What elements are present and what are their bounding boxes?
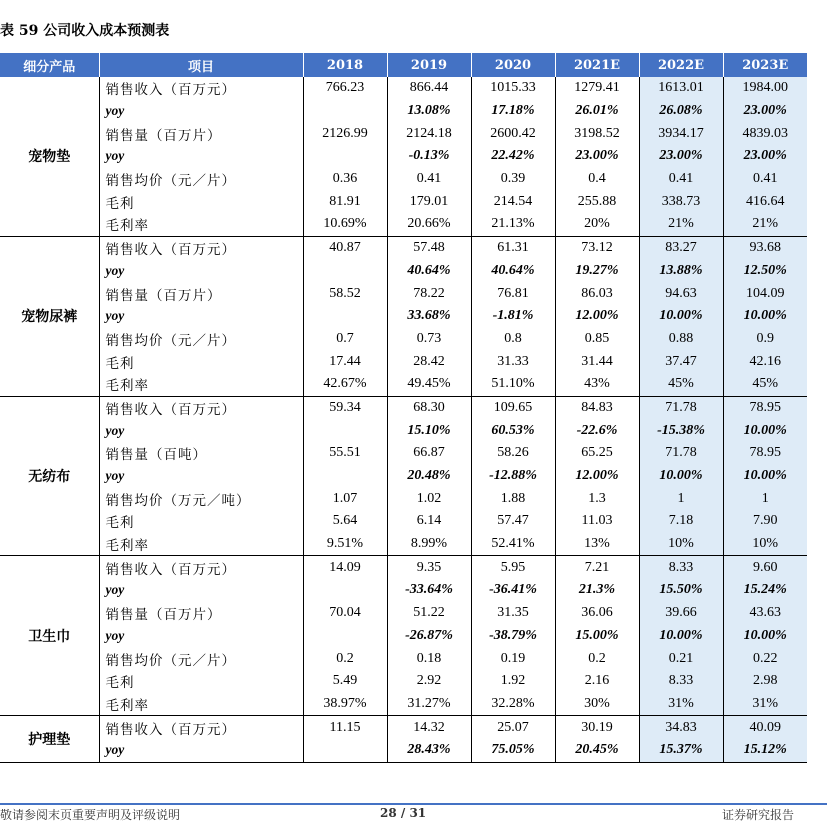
value-cell: 10.00%	[639, 465, 723, 488]
value-cell: 0.19	[471, 647, 555, 670]
item-cell: yoy	[99, 100, 303, 123]
value-cell: 55.51	[303, 442, 387, 465]
value-cell: 1279.41	[555, 77, 639, 100]
value-cell: 0.41	[387, 168, 471, 191]
value-cell: 49.45%	[387, 373, 471, 396]
header-cell: 2020	[471, 53, 555, 77]
value-cell: 10%	[723, 533, 807, 556]
value-cell	[303, 260, 387, 283]
header-cell: 2021E	[555, 53, 639, 77]
value-cell: 10.00%	[723, 625, 807, 648]
value-cell: 7.90	[723, 510, 807, 533]
value-cell: 31.33	[471, 350, 555, 373]
item-cell: 销售收入（百万元）	[99, 236, 303, 259]
value-cell: 43.63	[723, 602, 807, 625]
table-row	[0, 373, 807, 396]
value-cell: 2124.18	[387, 122, 471, 145]
footer-disclaimer: 敬请参阅末页重要声明及评级说明	[0, 808, 181, 822]
value-cell: 1984.00	[723, 77, 807, 100]
value-cell: 0.88	[639, 328, 723, 351]
value-cell: 2600.42	[471, 122, 555, 145]
value-cell: 416.64	[723, 190, 807, 213]
category-cell: 卫生巾	[0, 556, 99, 716]
item-cell: 销售量（百万片）	[99, 602, 303, 625]
table-row	[0, 739, 807, 762]
footer-divider	[0, 803, 827, 805]
footer-report-label: 证券研究报告	[722, 808, 795, 822]
value-cell: 10.69%	[303, 213, 387, 236]
value-cell: 37.47	[639, 350, 723, 373]
header-cell: 2018	[303, 53, 387, 77]
value-cell: 93.68	[723, 236, 807, 259]
value-cell: -26.87%	[387, 625, 471, 648]
category-cell: 护理垫	[0, 716, 99, 762]
value-cell: 23.00%	[723, 145, 807, 168]
value-cell: 61.31	[471, 236, 555, 259]
value-cell: 57.47	[471, 510, 555, 533]
value-cell: 1.92	[471, 670, 555, 693]
item-cell: 销售收入（百万元）	[99, 396, 303, 419]
value-cell: 70.04	[303, 602, 387, 625]
value-cell: 7.18	[639, 510, 723, 533]
value-cell: 42.16	[723, 350, 807, 373]
value-cell: 10.00%	[723, 465, 807, 488]
table-row	[0, 670, 807, 693]
value-cell: 23.00%	[555, 145, 639, 168]
forecast-table	[0, 53, 807, 763]
value-cell: 84.83	[555, 396, 639, 419]
value-cell: 20%	[555, 213, 639, 236]
value-cell: 14.32	[387, 716, 471, 739]
item-cell: yoy	[99, 739, 303, 762]
value-cell	[303, 419, 387, 442]
value-cell: 73.12	[555, 236, 639, 259]
value-cell: -33.64%	[387, 579, 471, 602]
value-cell	[303, 305, 387, 328]
value-cell: 0.85	[555, 328, 639, 351]
value-cell: 33.68%	[387, 305, 471, 328]
value-cell: -1.81%	[471, 305, 555, 328]
value-cell: 5.95	[471, 556, 555, 579]
item-cell: 毛利	[99, 510, 303, 533]
value-cell: 0.22	[723, 647, 807, 670]
table-row	[0, 282, 807, 305]
value-cell: 45%	[639, 373, 723, 396]
value-cell: 21%	[639, 213, 723, 236]
value-cell: 13%	[555, 533, 639, 556]
footer-page-number: 28 / 31	[380, 806, 427, 820]
value-cell: 11.15	[303, 716, 387, 739]
table-row	[0, 213, 807, 236]
value-cell: 25.07	[471, 716, 555, 739]
value-cell: 86.03	[555, 282, 639, 305]
value-cell: 1.88	[471, 487, 555, 510]
value-cell: 21.3%	[555, 579, 639, 602]
value-cell: 39.66	[639, 602, 723, 625]
header-cell: 2022E	[639, 53, 723, 77]
value-cell: 71.78	[639, 396, 723, 419]
value-cell: 40.09	[723, 716, 807, 739]
header-row	[0, 53, 807, 77]
value-cell: 2.98	[723, 670, 807, 693]
value-cell: 40.64%	[387, 260, 471, 283]
value-cell: 0.2	[555, 647, 639, 670]
value-cell: 71.78	[639, 442, 723, 465]
value-cell: 31.35	[471, 602, 555, 625]
item-cell: yoy	[99, 579, 303, 602]
value-cell: 26.08%	[639, 100, 723, 123]
value-cell: 12.00%	[555, 465, 639, 488]
value-cell: 10%	[639, 533, 723, 556]
value-cell: 0.2	[303, 647, 387, 670]
value-cell: -22.6%	[555, 419, 639, 442]
table-row	[0, 77, 807, 100]
header-cell: 2019	[387, 53, 471, 77]
value-cell: 40.64%	[471, 260, 555, 283]
table-row	[0, 533, 807, 556]
value-cell	[303, 465, 387, 488]
value-cell: 15.37%	[639, 739, 723, 762]
value-cell: 15.24%	[723, 579, 807, 602]
item-cell: yoy	[99, 260, 303, 283]
table-row	[0, 556, 807, 579]
table-row	[0, 168, 807, 191]
value-cell: 30%	[555, 693, 639, 716]
value-cell: 0.4	[555, 168, 639, 191]
value-cell: 23.00%	[723, 100, 807, 123]
item-cell: 销售均价（元／片）	[99, 168, 303, 191]
value-cell: 5.64	[303, 510, 387, 533]
table-body	[0, 77, 807, 762]
value-cell: 9.60	[723, 556, 807, 579]
table-title: 表 59 公司收入成本预测表	[0, 23, 170, 39]
value-cell: 28.43%	[387, 739, 471, 762]
header-cell: 项目	[99, 53, 303, 77]
value-cell: 22.42%	[471, 145, 555, 168]
value-cell: 58.52	[303, 282, 387, 305]
table-row	[0, 100, 807, 123]
table-row	[0, 602, 807, 625]
value-cell: 3934.17	[639, 122, 723, 145]
value-cell: 15.12%	[723, 739, 807, 762]
value-cell	[303, 145, 387, 168]
value-cell: 81.91	[303, 190, 387, 213]
table-row	[0, 465, 807, 488]
value-cell: 34.83	[639, 716, 723, 739]
value-cell: 66.87	[387, 442, 471, 465]
value-cell: 52.41%	[471, 533, 555, 556]
value-cell: 109.65	[471, 396, 555, 419]
item-cell: 毛利	[99, 670, 303, 693]
value-cell: 0.39	[471, 168, 555, 191]
table-row	[0, 350, 807, 373]
value-cell	[303, 579, 387, 602]
table-row	[0, 236, 807, 259]
value-cell: 2126.99	[303, 122, 387, 145]
value-cell: 26.01%	[555, 100, 639, 123]
value-cell: 21.13%	[471, 213, 555, 236]
table-row	[0, 122, 807, 145]
value-cell: 51.10%	[471, 373, 555, 396]
value-cell: 31.27%	[387, 693, 471, 716]
table-row	[0, 328, 807, 351]
category-cell: 宠物尿裤	[0, 236, 99, 396]
item-cell: 销售收入（百万元）	[99, 556, 303, 579]
item-cell: 毛利率	[99, 373, 303, 396]
table-row	[0, 625, 807, 648]
value-cell: 43%	[555, 373, 639, 396]
value-cell: 0.18	[387, 647, 471, 670]
category-cell: 宠物垫	[0, 77, 99, 236]
value-cell: 12.50%	[723, 260, 807, 283]
value-cell: 11.03	[555, 510, 639, 533]
value-cell: 28.42	[387, 350, 471, 373]
value-cell	[303, 739, 387, 762]
value-cell: 255.88	[555, 190, 639, 213]
item-cell: yoy	[99, 419, 303, 442]
table-row	[0, 647, 807, 670]
item-cell: 毛利率	[99, 533, 303, 556]
value-cell	[303, 100, 387, 123]
value-cell: 78.22	[387, 282, 471, 305]
value-cell: 58.26	[471, 442, 555, 465]
table-row	[0, 442, 807, 465]
value-cell: 8.33	[639, 556, 723, 579]
value-cell: 75.05%	[471, 739, 555, 762]
table-row	[0, 260, 807, 283]
value-cell	[303, 625, 387, 648]
value-cell: 32.28%	[471, 693, 555, 716]
value-cell: 3198.52	[555, 122, 639, 145]
value-cell: 65.25	[555, 442, 639, 465]
value-cell: 0.73	[387, 328, 471, 351]
value-cell: 12.00%	[555, 305, 639, 328]
value-cell: 0.41	[723, 168, 807, 191]
item-cell: 销售均价（万元／吨）	[99, 487, 303, 510]
table-row	[0, 716, 807, 739]
value-cell: 0.7	[303, 328, 387, 351]
table-row	[0, 510, 807, 533]
value-cell: 13.08%	[387, 100, 471, 123]
value-cell: 0.9	[723, 328, 807, 351]
value-cell: 31%	[723, 693, 807, 716]
value-cell: 14.09	[303, 556, 387, 579]
value-cell: 5.49	[303, 670, 387, 693]
table-row	[0, 190, 807, 213]
value-cell: 1.07	[303, 487, 387, 510]
value-cell: 13.88%	[639, 260, 723, 283]
value-cell: 51.22	[387, 602, 471, 625]
value-cell: 36.06	[555, 602, 639, 625]
item-cell: yoy	[99, 305, 303, 328]
value-cell: 40.87	[303, 236, 387, 259]
item-cell: 销售均价（元／片）	[99, 647, 303, 670]
value-cell: 4839.03	[723, 122, 807, 145]
value-cell: 214.54	[471, 190, 555, 213]
value-cell: 19.27%	[555, 260, 639, 283]
value-cell: 0.41	[639, 168, 723, 191]
value-cell: 20.66%	[387, 213, 471, 236]
value-cell: 0.21	[639, 647, 723, 670]
item-cell: 销售量（百万片）	[99, 282, 303, 305]
value-cell: 17.44	[303, 350, 387, 373]
value-cell: 15.10%	[387, 419, 471, 442]
value-cell: 866.44	[387, 77, 471, 100]
value-cell: 9.51%	[303, 533, 387, 556]
value-cell: 1.3	[555, 487, 639, 510]
item-cell: yoy	[99, 625, 303, 648]
value-cell: 38.97%	[303, 693, 387, 716]
value-cell: 2.92	[387, 670, 471, 693]
value-cell: 338.73	[639, 190, 723, 213]
value-cell: 31.44	[555, 350, 639, 373]
item-cell: 销售量（百万片）	[99, 122, 303, 145]
value-cell: 8.33	[639, 670, 723, 693]
value-cell: 60.53%	[471, 419, 555, 442]
item-cell: 销售量（百吨）	[99, 442, 303, 465]
item-cell: 毛利	[99, 190, 303, 213]
item-cell: yoy	[99, 465, 303, 488]
table-row	[0, 487, 807, 510]
header-cell: 2023E	[723, 53, 807, 77]
value-cell: 104.09	[723, 282, 807, 305]
value-cell: 15.00%	[555, 625, 639, 648]
value-cell: 20.48%	[387, 465, 471, 488]
table-row	[0, 305, 807, 328]
value-cell: 1.02	[387, 487, 471, 510]
category-cell: 无纺布	[0, 396, 99, 556]
value-cell: 2.16	[555, 670, 639, 693]
header-cell: 细分产品	[0, 53, 99, 77]
value-cell: 17.18%	[471, 100, 555, 123]
value-cell: 78.95	[723, 442, 807, 465]
value-cell: 179.01	[387, 190, 471, 213]
item-cell: 毛利率	[99, 213, 303, 236]
item-cell: 销售均价（元／片）	[99, 328, 303, 351]
value-cell: 42.67%	[303, 373, 387, 396]
value-cell: 31%	[639, 693, 723, 716]
value-cell: 1613.01	[639, 77, 723, 100]
value-cell: 10.00%	[723, 305, 807, 328]
value-cell: 1	[639, 487, 723, 510]
value-cell: 7.21	[555, 556, 639, 579]
item-cell: yoy	[99, 145, 303, 168]
value-cell: 9.35	[387, 556, 471, 579]
value-cell: 57.48	[387, 236, 471, 259]
value-cell: -36.41%	[471, 579, 555, 602]
value-cell: 21%	[723, 213, 807, 236]
value-cell: 8.99%	[387, 533, 471, 556]
item-cell: 销售收入（百万元）	[99, 77, 303, 100]
item-cell: 毛利率	[99, 693, 303, 716]
value-cell: 78.95	[723, 396, 807, 419]
value-cell: -15.38%	[639, 419, 723, 442]
item-cell: 毛利	[99, 350, 303, 373]
value-cell: 20.45%	[555, 739, 639, 762]
value-cell: 76.81	[471, 282, 555, 305]
item-cell: 销售收入（百万元）	[99, 716, 303, 739]
value-cell: 45%	[723, 373, 807, 396]
value-cell: 10.00%	[639, 305, 723, 328]
value-cell: 83.27	[639, 236, 723, 259]
value-cell: 1	[723, 487, 807, 510]
value-cell: 0.8	[471, 328, 555, 351]
value-cell: -0.13%	[387, 145, 471, 168]
value-cell: 0.36	[303, 168, 387, 191]
value-cell: 68.30	[387, 396, 471, 419]
table-row	[0, 419, 807, 442]
value-cell: 10.00%	[639, 625, 723, 648]
value-cell: 94.63	[639, 282, 723, 305]
value-cell: 15.50%	[639, 579, 723, 602]
value-cell: 1015.33	[471, 77, 555, 100]
table-row	[0, 579, 807, 602]
value-cell: 766.23	[303, 77, 387, 100]
table-row	[0, 396, 807, 419]
value-cell: -12.88%	[471, 465, 555, 488]
value-cell: 59.34	[303, 396, 387, 419]
value-cell: -38.79%	[471, 625, 555, 648]
value-cell: 10.00%	[723, 419, 807, 442]
value-cell: 23.00%	[639, 145, 723, 168]
value-cell: 30.19	[555, 716, 639, 739]
table-row	[0, 693, 807, 716]
table-row	[0, 145, 807, 168]
value-cell: 6.14	[387, 510, 471, 533]
